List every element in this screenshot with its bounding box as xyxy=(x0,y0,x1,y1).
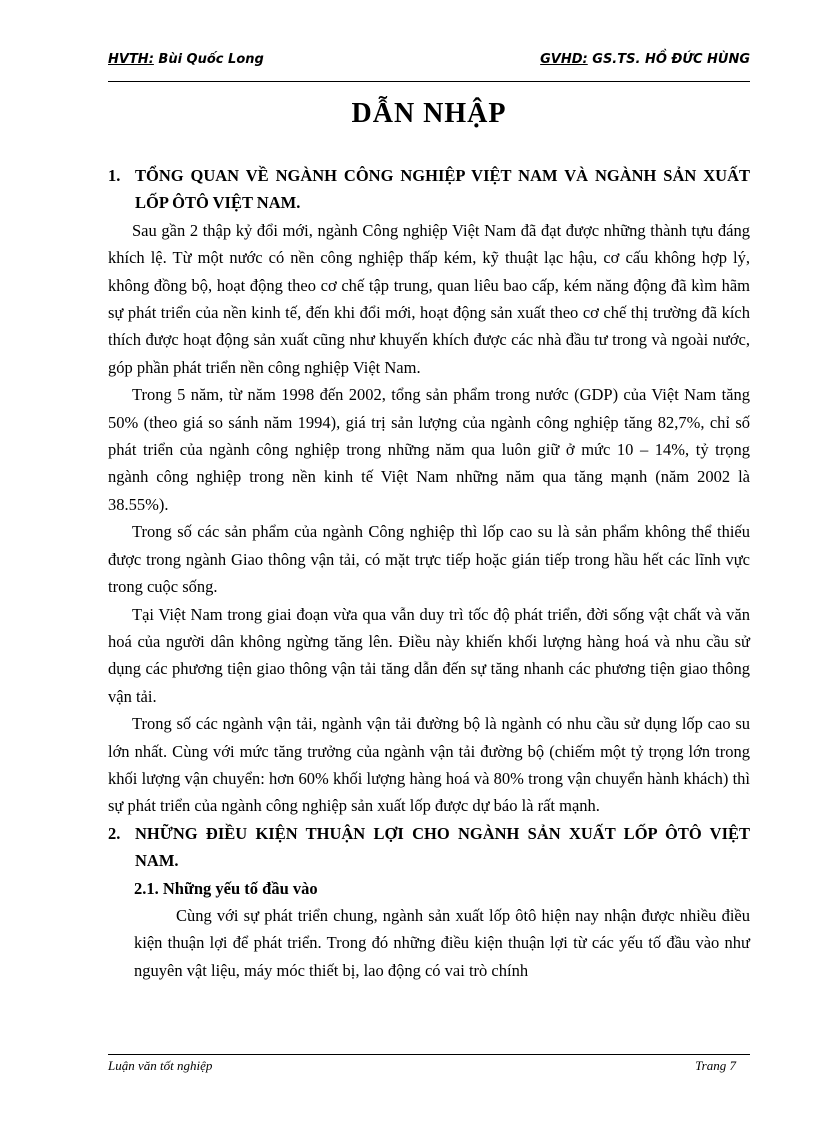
section-1-title: TỔNG QUAN VỀ NGÀNH CÔNG NGHIỆP VIỆT NAM VÀ NGÀNH SẢN XUẤT LỐP ÔTÔ VIỆT NAM. xyxy=(135,166,750,213)
page-number: Trang 7 xyxy=(695,1058,736,1073)
running-header xyxy=(108,52,750,72)
header-student-label: HVTH: xyxy=(108,52,154,67)
section-1-number: 1. xyxy=(108,166,121,185)
document-body xyxy=(108,162,750,984)
section-2-heading xyxy=(108,820,750,875)
paragraph: Trong 5 năm, từ năm 1998 đến 2002, tổng sản phẩm trong nước (GDP) của Việt Nam tăng 50% (theo giá so sánh năm 1994), giá trị sản lượng của ngành công nghiệp tăng 82,7%, chỉ số phát triển của ngành công nghiệp trong những năm qua luôn giữ ở mức 10 – 14%, tỷ trọng ngành công nghiệp trong nền kinh tế Việt Nam những năm qua tăng mạnh (năm 2002 là 38.55%). xyxy=(108,385,750,514)
subsection-2-1-heading: 2.1. Những yếu tố đầu vào xyxy=(134,878,318,898)
page-title: DẪN NHẬP xyxy=(351,98,507,129)
header-advisor-label: GVHD: xyxy=(540,52,588,67)
header-student xyxy=(108,52,264,67)
paragraph: Trong số các ngành vận tải, ngành vận tải đường bộ là ngành có nhu cầu sử dụng lốp cao su lớn nhất. Cùng với mức tăng trưởng của ngành vận tải đường bộ (chiếm một tỷ trọng lớn trong khối lượng vận chuyển: hơn 60% khối lượng hàng hoá và 80% trong vận chuyển hành khách) thì sự phát triển của ngành công nghiệp sản xuất lốp được dự báo là rất mạnh. xyxy=(108,714,750,816)
paragraph: Sau gần 2 thập kỷ đổi mới, ngành Công nghiệp Việt Nam đã đạt được những thành tựu đáng khích lệ. Từ một nước có nền công nghiệp thấp kém, kỹ thuật lạc hậu, cơ cấu không hợp lý, không đồng bộ, hoạt động theo cơ chế tập trung, quan liêu bao cấp, kém năng động đã kìm hãm sự phát triển của nền kinh tế, đến khi đổi mới, hoạt động sản xuất theo cơ chế thị trường đã kích thích được hoạt động sản xuất cũng như khuyến khích được các nhà đầu tư trong và ngoài nước, góp phần phát triển nền công nghiệp Việt Nam. xyxy=(108,220,750,377)
footer-document-type: Luận văn tốt nghiệp xyxy=(108,1058,213,1073)
paragraph: Tại Việt Nam trong giai đoạn vừa qua vẫn duy trì tốc độ phát triển, đời sống vật chất và văn hoá của người dân không ngừng tăng lên. Điều này khiến khối lượng hàng hoá và nhu cầu sử dụng các phương tiện giao thông vận tải tăng dẫn đến sự tăng nhanh các phương tiện giao thông vận tải. xyxy=(108,604,750,706)
header-advisor-name: GS.TS. HỒ ĐỨC HÙNG xyxy=(587,52,750,67)
footer-rule xyxy=(108,1054,750,1055)
paragraph: Trong số các sản phẩm của ngành Công nghiệp thì lốp cao su là sản phẩm không thể thiếu được trong ngành Giao thông vận tải, có mặt trực tiếp hoặc gián tiếp trong hầu hết các lĩnh vực trong cuộc sống. xyxy=(108,522,750,597)
paragraph: Cùng với sự phát triển chung, ngành sản xuất lốp ôtô hiện nay nhận được nhiều điều kiện thuận lợi để phát triển. Trong đó những điều kiện thuận lợi từ các yếu tố đầu vào như nguyên vật liệu, máy móc thiết bị, lao động có vai trò chính xyxy=(134,905,750,980)
section-1-heading xyxy=(108,162,750,217)
section-2-title: NHỮNG ĐIỀU KIỆN THUẬN LỢI CHO NGÀNH SẢN XUẤT LỐP ÔTÔ VIỆT NAM. xyxy=(135,823,750,871)
header-advisor xyxy=(540,52,750,67)
header-rule xyxy=(108,81,750,82)
header-student-name: Bùi Quốc Long xyxy=(153,52,264,67)
section-2-number: 2. xyxy=(108,823,121,843)
